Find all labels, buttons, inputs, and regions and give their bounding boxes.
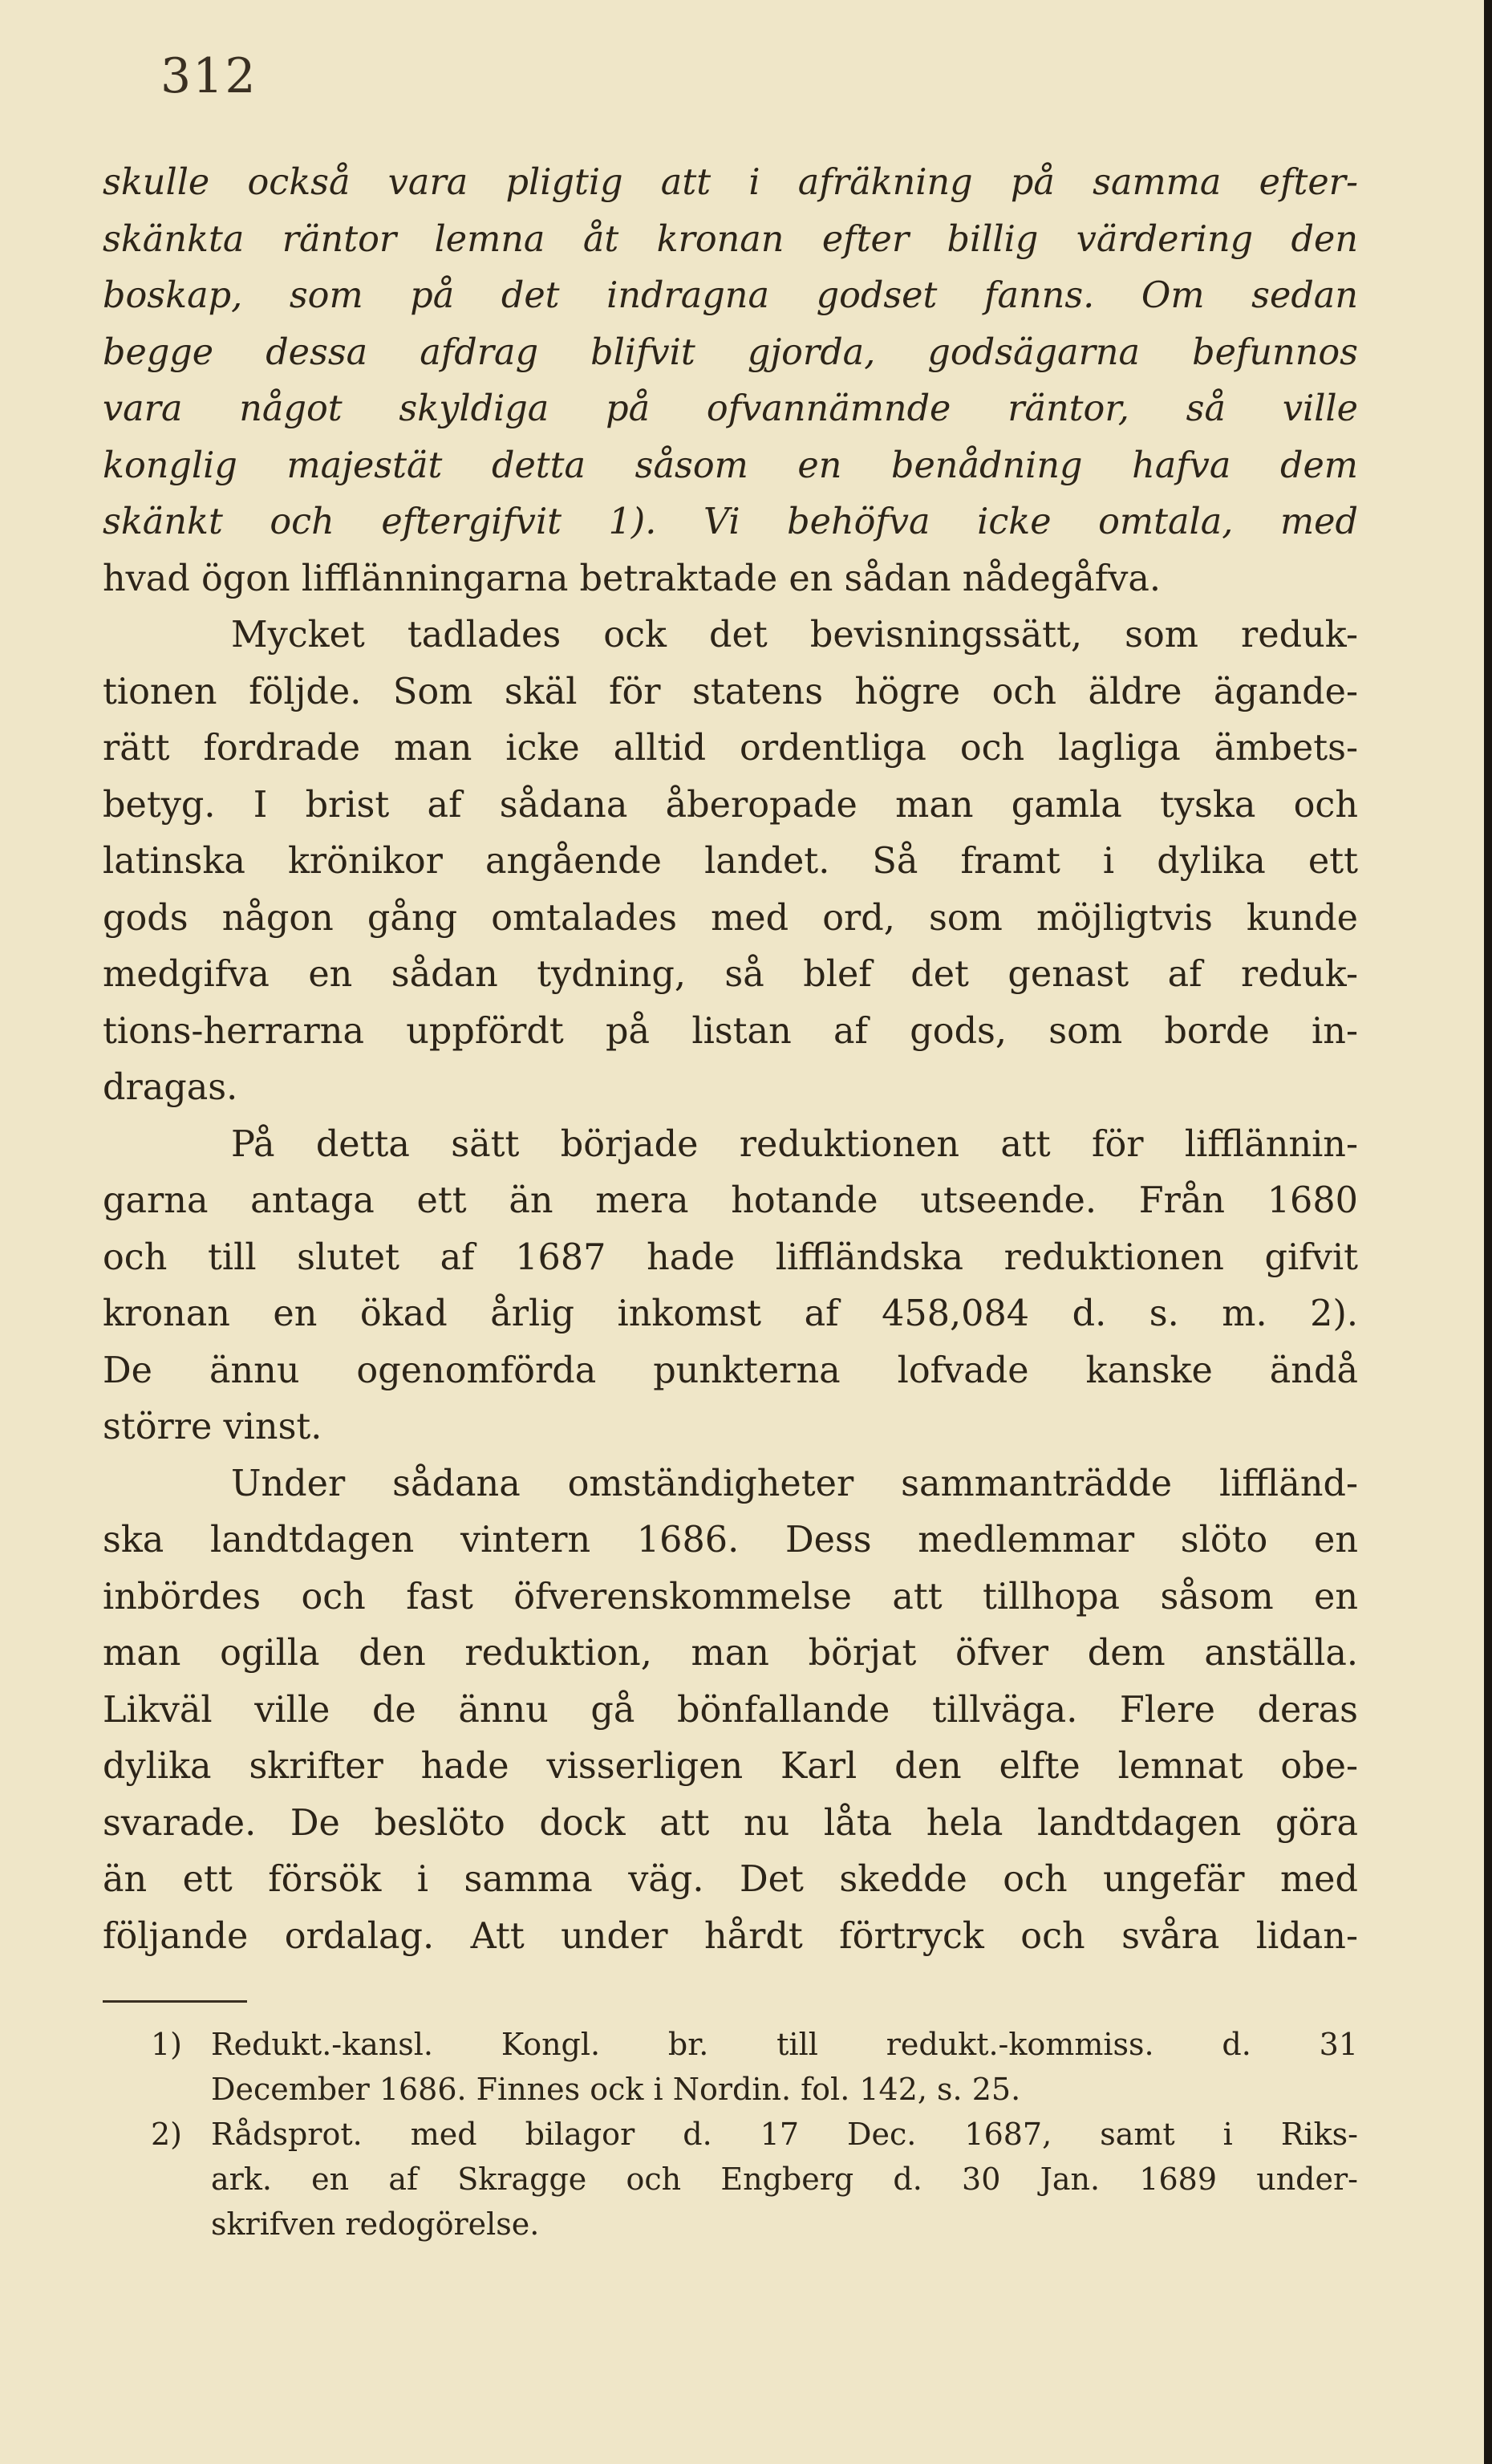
paragraph-3	[103, 1117, 1358, 1456]
text-line: dylika skrifter hade visserligen Karl den elfte lemnat obe-	[103, 1746, 1358, 1787]
text-line: större vinst.	[103, 1407, 322, 1447]
footnote-line: ark. en af Skragge och Engberg d. 30 Jan. 1689 under-	[211, 2162, 1358, 2197]
footnote-marker: 1)	[151, 2027, 183, 2062]
footnote-line: Rådsprot. med bilagor d. 17 Dec. 1687, samt i Riks-	[211, 2117, 1358, 2152]
text-line: och till slutet af 1687 hade liffländska reduktionen gifvit	[103, 1236, 1358, 1278]
text-line: hvad ögon lifflänningarna betraktade en sådan nådegåfva.	[103, 558, 1162, 599]
text-line: skänkt och eftergifvit 1). Vi behöfva icke omtala, med	[103, 501, 1358, 542]
text-line: gods någon gång omtalades med ord, som möjligtvis kunde	[103, 897, 1358, 939]
footnote-marker: 2)	[151, 2117, 183, 2152]
page-number: 312	[160, 48, 257, 104]
footnote-line: December 1686. Finnes ock i Nordin. fol. 142, s. 25.	[211, 2072, 1021, 2107]
text-line: följande ordalag. Att under hårdt förtryck och svåra lidan-	[103, 1915, 1358, 1957]
text-line: skänkta räntor lemna åt kronan efter billig värdering den	[103, 218, 1358, 260]
text-line: tions-herrarna uppfördt på listan af gods, som borde in-	[103, 1010, 1358, 1052]
footnote-2	[103, 2112, 1358, 2247]
text-line: medgifva en sådan tydning, så blef det genast af reduk-	[103, 954, 1358, 995]
text-line: dragas.	[103, 1067, 238, 1108]
text-line: rätt fordrade man icke alltid ordentliga och lagliga ämbets-	[103, 728, 1358, 769]
text-line: betyg. I brist af sådana åberopade man gamla tyska och	[103, 784, 1358, 826]
text-line: ska landtdagen vintern 1686. Dess medlemmar slöto en	[103, 1520, 1358, 1561]
text-line: man ogilla den reduktion, man börjat öfver dem anställa.	[103, 1633, 1358, 1674]
text-line: boskap, som på det indragna godset fanns. Om sedan	[103, 275, 1358, 316]
footnote-divider	[103, 2000, 247, 2003]
text-line: svarade. De beslöto dock att nu låta hela landtdagen göra	[103, 1802, 1358, 1844]
footnote-line: skrifven redogörelse.	[211, 2206, 540, 2242]
footnotes	[103, 2022, 1358, 2247]
text-line: skulle också vara pligtig att i afräkning på samma efter-	[103, 162, 1358, 203]
text-line: inbördes och fast öfverenskommelse att tillhopa såsom en	[103, 1576, 1358, 1618]
text-line: begge dessa afdrag blifvit gjorda, godsägarna befunnos	[103, 331, 1358, 373]
paragraph-4	[103, 1456, 1358, 1966]
text-line: vara något skyldiga på ofvannämnde räntor, så ville	[103, 388, 1358, 429]
body-text	[103, 155, 1358, 1965]
page-edge	[1484, 0, 1492, 2464]
text-line: kronan en ökad årlig inkomst af 458,084 d. s. m. 2).	[103, 1293, 1358, 1334]
text-line: latinska krönikor angående landet. Så framt i dylika ett	[103, 841, 1358, 882]
text-line: På detta sätt började reduktionen att för lifflännin-	[231, 1123, 1358, 1165]
text-line: Under sådana omständigheter sammanträdde liffländ-	[231, 1463, 1358, 1504]
text-line: tionen följde. Som skäl för statens högre och äldre ägande-	[103, 671, 1358, 712]
text-line: konglig majestät detta såsom en benådning hafva dem	[103, 444, 1358, 486]
text-line: Likväl ville de ännu gå bönfallande tillväga. Flere deras	[103, 1689, 1358, 1731]
text-line: garna antaga ett än mera hotande utseende. Från 1680	[103, 1180, 1358, 1221]
text-line: De ännu ogenomförda punkterna lofvade kanske ändå	[103, 1350, 1358, 1391]
text-line: Mycket tadlades ock det bevisningssätt, som reduk-	[231, 615, 1358, 656]
footnote-1	[103, 2022, 1358, 2112]
footnote-line: Redukt.-kansl. Kongl. br. till redukt.-kommiss. d. 31	[211, 2027, 1358, 2062]
text-line: än ett försök i samma väg. Det skedde och ungefär med	[103, 1859, 1358, 1900]
paragraph-2	[103, 607, 1358, 1117]
paragraph-1	[103, 155, 1358, 607]
